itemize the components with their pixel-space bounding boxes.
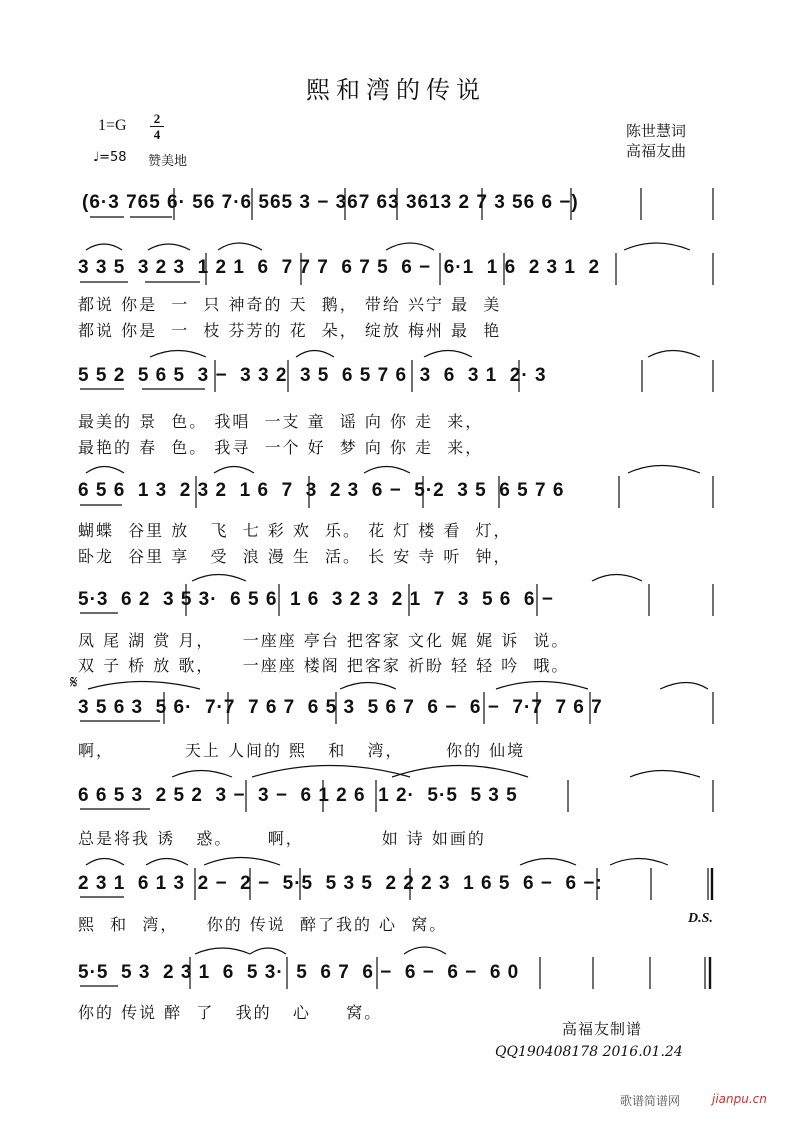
system-4-lyric-1: 凤 尾 湖 赏 月， 一座座 亭台 把客家 文化 娓 娓 诉 说。 [78,631,570,650]
system-8-notes: 5·5 5 3 2 3 1 6 5 3· 5 6 7 6 − 6 − 6 − 6 0 [78,962,520,983]
system-3-lyric-2: 卧龙 谷里 享 受 浪 漫 生 活。 长 安 寺 听 钟， [78,547,512,566]
system-6-lyric-1: 总是将我 诱 惑。 啊， 如 诗 如画的 [78,829,486,848]
tempo-marking: ♩=58 [93,150,127,165]
watermark-url: jianpu.cn [712,1092,767,1106]
time-top: 2 [153,111,161,126]
system-2-lyric-2: 最艳的 春 色。 我寻 一个 好 梦 向 你 走 来， [78,438,484,457]
system-7-notes: 2 3 1 6 1 3 2 − 2 − 5·5 5 3 5 2 2 2 3 1 6 5 6 − 6 −: [78,873,603,894]
system-0-notes: (6·3 765 6· 56 7·6 565 3 − 367 63 3613 2 7 3 56 6 −) [82,192,579,213]
system-1-lyric-1: 都说 你是 一 只 神奇的 天 鹅， 带给 兴宁 最 美 [78,295,502,314]
system-1-notes: 3 3 5 3 2 3 1 2 1 6 7 7 7 6 7 5 6 − 6·1 1 6 2 3 1 2 [78,257,601,278]
system-7-lyric-1: 熙 和 湾， 你的 传说 醉了我的 心 窝。 [78,915,448,934]
system-4-notes: 5·3 6 2 3 5 3· 6 5 6 1 6 3 2 3 2 1 7 3 5 6 6 − [78,589,554,610]
system-5-lyric-1: 啊， 天上 人间的 熙 和 湾， 你的 仙境 [78,741,526,760]
contact-info: QQ190408178 2016.01.24 [495,1044,683,1060]
time-bottom: 4 [153,127,161,142]
system-8-lyric-1: 你的 传说 醉 了 我的 心 窝。 [78,1003,383,1022]
watermark-site: 歌谱简谱网 [620,1094,681,1108]
engraver-signature: 高福友制谱 [562,1020,643,1038]
system-3-notes: 6 5 6 1 3 2 3 2 1 6 7 3 2 3 6 − 5·2 3 5 6 5 7 6 [78,480,565,501]
system-4-lyric-2: 双 子 桥 放 歌， 一座座 楼阁 把客家 祈盼 轻 轻 吟 哦。 [78,656,570,675]
key-signature: 1=G [98,117,127,134]
expression-marking: 赞美地 [148,154,188,169]
system-2-lyric-1: 最美的 景 色。 我唱 一支 童 谣 向 你 走 来， [78,412,484,431]
song-title: 熙和湾的传说 [306,76,486,104]
system-3-lyric-1: 蝴蝶 谷里 放 飞 七 彩 欢 乐。 花 灯 楼 看 灯， [78,521,512,540]
segno-sign: 𝄋 [70,672,78,693]
da-segno-mark: D.S. [688,911,713,926]
system-2-notes: 5 5 2 5 6 5 3 − 3 3 2 3 5 6 5 7 6 3 6 3 1 2· 3 [78,365,547,386]
system-6-notes: 6 6 5 3 2 5 2 3 − 3 − 6 1 2 6 1 2· 5·5 5 3 5 [78,785,518,806]
system-5-notes: 3 5 6 3 5 6· 7·7 7 6 7 6 5 3 5 6 7 6 − 6 − 7·7 7 6 7 [78,697,603,718]
lyricist-credit: 陈世慧词 [626,122,687,140]
composer-credit: 高福友曲 [626,142,687,160]
system-1-lyric-2: 都说 你是 一 枝 芬芳的 花 朵， 绽放 梅州 最 艳 [78,321,502,340]
